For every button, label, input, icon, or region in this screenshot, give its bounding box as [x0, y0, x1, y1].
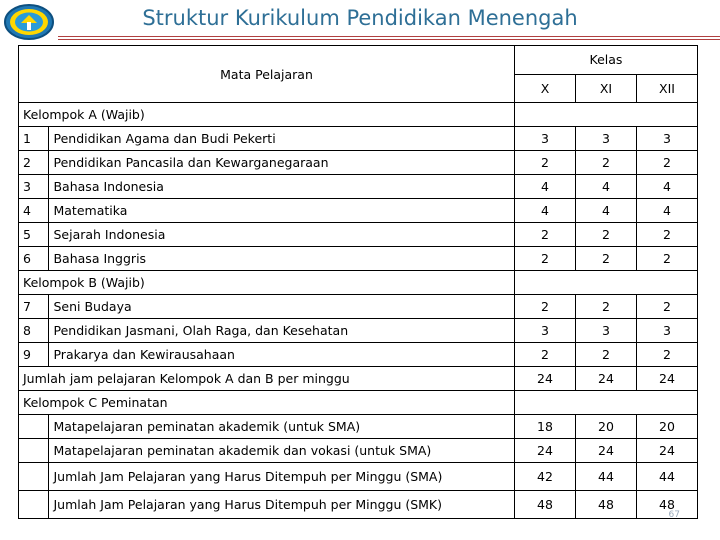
- subject-name: Matapelajaran peminatan akademik (untuk SMA): [49, 415, 515, 439]
- hours-grade-xii: 24: [636, 439, 697, 463]
- total-ab-row: [19, 367, 698, 391]
- empty-cell: [515, 391, 698, 415]
- table-row: [19, 439, 698, 463]
- empty-cell: [515, 271, 698, 295]
- hours-grade-x: 2: [515, 295, 576, 319]
- hours-grade-x: 3: [515, 319, 576, 343]
- hours-grade-x: 2: [515, 343, 576, 367]
- row-number: 1: [19, 127, 49, 151]
- hours-grade-xii: 48: [636, 491, 697, 519]
- hours-grade-xi: 2: [575, 343, 636, 367]
- table-row: [19, 223, 698, 247]
- header-grade-xii: XII: [636, 74, 697, 103]
- hours-grade-x: 3: [515, 127, 576, 151]
- hours-grade-x: 2: [515, 151, 576, 175]
- curriculum-table-body: [19, 46, 698, 519]
- hours-grade-xii: 4: [636, 199, 697, 223]
- row-number: 3: [19, 175, 49, 199]
- subject-name: Matapelajaran peminatan akademik dan vokasi (untuk SMA): [49, 439, 515, 463]
- table-row: [19, 415, 698, 439]
- hours-grade-xii: 2: [636, 343, 697, 367]
- hours-grade-xii: 2: [636, 295, 697, 319]
- hours-grade-xii: 2: [636, 151, 697, 175]
- group-header-row: [19, 391, 698, 415]
- subject-name: Prakarya dan Kewirausahaan: [49, 343, 515, 367]
- hours-grade-xi: 20: [575, 415, 636, 439]
- table-header-row: [19, 46, 698, 75]
- hours-grade-xi: 2: [575, 223, 636, 247]
- hours-grade-xii: 3: [636, 319, 697, 343]
- group-label: Kelompok B (Wajib): [19, 271, 515, 295]
- hours-grade-xi: 2: [575, 247, 636, 271]
- table-row: [19, 247, 698, 271]
- hours-grade-xi: 44: [575, 463, 636, 491]
- hours-grade-xii: 4: [636, 175, 697, 199]
- title-divider-secondary: [58, 39, 720, 40]
- hours-grade-x: 4: [515, 199, 576, 223]
- hours-grade-xi: 2: [575, 151, 636, 175]
- header-subject: Mata Pelajaran: [19, 46, 515, 103]
- table-row: [19, 319, 698, 343]
- table-row: [19, 199, 698, 223]
- hours-grade-xi: 4: [575, 199, 636, 223]
- table-row: [19, 295, 698, 319]
- subject-name: Pendidikan Jasmani, Olah Raga, dan Kesehatan: [49, 319, 515, 343]
- empty-cell: [19, 439, 49, 463]
- table-row: [19, 343, 698, 367]
- table-row: [19, 491, 698, 519]
- title-divider: [58, 36, 720, 37]
- hours-grade-xi: 24: [575, 439, 636, 463]
- total-ab-xi: 24: [575, 367, 636, 391]
- row-number: 4: [19, 199, 49, 223]
- table-row: [19, 127, 698, 151]
- group-header-row: [19, 271, 698, 295]
- page-number: 67: [668, 510, 680, 520]
- hours-grade-xii: 44: [636, 463, 697, 491]
- hours-grade-xii: 2: [636, 223, 697, 247]
- header-grade-x: X: [515, 74, 576, 103]
- subject-name: Jumlah Jam Pelajaran yang Harus Ditempuh per Minggu (SMA): [49, 463, 515, 491]
- header-class: Kelas: [515, 46, 698, 75]
- empty-cell: [515, 103, 698, 127]
- hours-grade-x: 18: [515, 415, 576, 439]
- curriculum-table: [18, 45, 698, 519]
- page-title: Struktur Kurikulum Pendidikan Menengah: [142, 6, 578, 30]
- hours-grade-xi: 4: [575, 175, 636, 199]
- empty-cell: [19, 415, 49, 439]
- empty-cell: [19, 491, 49, 519]
- empty-cell: [19, 463, 49, 491]
- hours-grade-x: 2: [515, 223, 576, 247]
- row-number: 9: [19, 343, 49, 367]
- subject-name: Pendidikan Pancasila dan Kewarganegaraan: [49, 151, 515, 175]
- hours-grade-x: 42: [515, 463, 576, 491]
- hours-grade-x: 48: [515, 491, 576, 519]
- hours-grade-xi: 48: [575, 491, 636, 519]
- table-row: [19, 463, 698, 491]
- total-ab-label: Jumlah jam pelajaran Kelompok A dan B per minggu: [19, 367, 515, 391]
- hours-grade-x: 4: [515, 175, 576, 199]
- hours-grade-xii: 3: [636, 127, 697, 151]
- group-header-row: [19, 103, 698, 127]
- row-number: 7: [19, 295, 49, 319]
- table-row: [19, 151, 698, 175]
- subject-name: Bahasa Indonesia: [49, 175, 515, 199]
- row-number: 8: [19, 319, 49, 343]
- hours-grade-xi: 2: [575, 295, 636, 319]
- row-number: 5: [19, 223, 49, 247]
- subject-name: Pendidikan Agama dan Budi Pekerti: [49, 127, 515, 151]
- subject-name: Matematika: [49, 199, 515, 223]
- group-label: Kelompok C Peminatan: [19, 391, 515, 415]
- total-ab-xii: 24: [636, 367, 697, 391]
- subject-name: Seni Budaya: [49, 295, 515, 319]
- hours-grade-xi: 3: [575, 127, 636, 151]
- total-ab-x: 24: [515, 367, 576, 391]
- table-row: [19, 175, 698, 199]
- subject-name: Sejarah Indonesia: [49, 223, 515, 247]
- subject-name: Jumlah Jam Pelajaran yang Harus Ditempuh per Minggu (SMK): [49, 491, 515, 519]
- row-number: 6: [19, 247, 49, 271]
- subject-name: Bahasa Inggris: [49, 247, 515, 271]
- hours-grade-xii: 2: [636, 247, 697, 271]
- row-number: 2: [19, 151, 49, 175]
- group-label: Kelompok A (Wajib): [19, 103, 515, 127]
- header-grade-xi: XI: [575, 74, 636, 103]
- hours-grade-xii: 20: [636, 415, 697, 439]
- hours-grade-xi: 3: [575, 319, 636, 343]
- hours-grade-x: 24: [515, 439, 576, 463]
- hours-grade-x: 2: [515, 247, 576, 271]
